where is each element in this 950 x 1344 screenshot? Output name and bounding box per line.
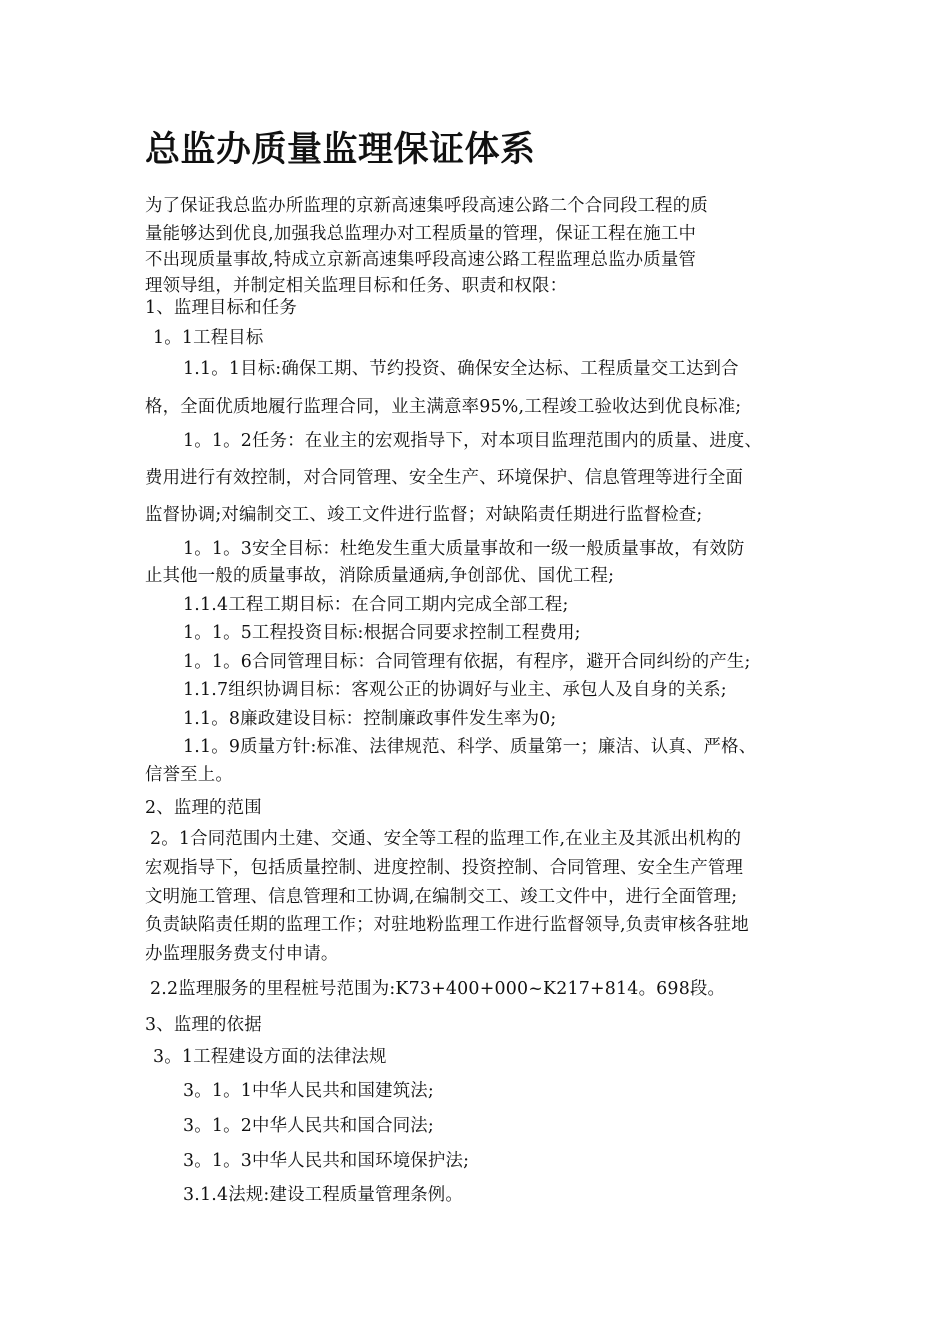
body-line: 格，全面优质地履行监理合同，业主满意率95%,工程竣工验收达到优良标准; — [145, 397, 742, 417]
body-line: 止其他一般的质量事故，消除质量通病,争创部优、国优工程; — [145, 566, 615, 586]
body-line: 1.1.7组织协调目标：客观公正的协调好与业主、承包人及自身的关系; — [183, 680, 727, 700]
body-line: 理领导组，并制定相关监理目标和任务、职责和权限： — [145, 276, 568, 296]
body-line: 不出现质量事故,特成立京新高速集呼段高速公路工程监理总监办质量管 — [145, 250, 697, 270]
subsection-heading: 3。1工程建设方面的法律法规 — [153, 1047, 387, 1067]
body-line: 费用进行有效控制，对合同管理、安全生产、环境保护、信息管理等进行全面 — [145, 468, 744, 488]
body-line: 1.1。8廉政建设目标：控制廉政事件发生率为0; — [183, 709, 557, 729]
body-line: 2.2监理服务的里程桩号范围为:K73+400+000~K217+814。698段。 — [150, 979, 726, 999]
body-line: 1。1。3安全目标：杜绝发生重大质量事故和一级一般质量事故，有效防 — [183, 539, 745, 559]
subsection-heading: 1。1工程目标 — [153, 328, 264, 348]
body-line: 3。1。3中华人民共和国环境保护法; — [183, 1151, 470, 1171]
section-heading: 1、监理目标和任务 — [145, 298, 297, 318]
body-line: 3.1.4法规:建设工程质量管理条例。 — [183, 1185, 463, 1205]
body-line: 文明施工管理、信息管理和工协调,在编制交工、竣工文件中，进行全面管理; — [145, 887, 738, 907]
body-line: 负责缺陷责任期的监理工作；对驻地粉监理工作进行监督领导,负责审核各驻地 — [145, 915, 749, 935]
body-line: 1.1.4工程工期目标：在合同工期内完成全部工程; — [183, 595, 569, 615]
body-line: 信誉至上。 — [145, 765, 233, 785]
document-title: 总监办质量监理保证体系 — [145, 130, 536, 170]
body-line: 1。1。5工程投资目标:根据合同要求控制工程费用; — [183, 623, 581, 643]
body-line: 办监理服务费支付申请。 — [145, 944, 339, 964]
section-heading: 2、监理的范围 — [145, 798, 262, 818]
body-line: 1.1。9质量方针:标准、法律规范、科学、质量第一；廉洁、认真、严格、 — [183, 737, 757, 757]
body-line: 3。1。1中华人民共和国建筑法; — [183, 1081, 434, 1101]
body-line: 1.1。1目标:确保工期、节约投资、确保安全达标、工程质量交工达到合 — [183, 359, 739, 379]
body-line: 宏观指导下，包括质量控制、进度控制、投资控制、合同管理、安全生产管理 — [145, 858, 744, 878]
body-line: 量能够达到优良,加强我总监理办对工程质量的管理，保证工程在施工中 — [145, 224, 697, 244]
section-heading: 3、监理的依据 — [145, 1015, 262, 1035]
body-line: 1。1。2任务：在业主的宏观指导下，对本项目监理范围内的质量、进度、 — [183, 431, 763, 451]
body-line: 3。1。2中华人民共和国合同法; — [183, 1116, 434, 1136]
body-line: 2。1合同范围内土建、交通、安全等工程的监理工作,在业主及其派出机构的 — [150, 829, 742, 849]
body-line: 1。1。6合同管理目标：合同管理有依据，有程序，避开合同纠纷的产生; — [183, 652, 751, 672]
body-line: 为了保证我总监办所监理的京新高速集呼段高速公路二个合同段工程的质 — [145, 196, 708, 216]
body-line: 监督协调;对编制交工、竣工文件进行监督；对缺陷责任期进行监督检查; — [145, 505, 703, 525]
